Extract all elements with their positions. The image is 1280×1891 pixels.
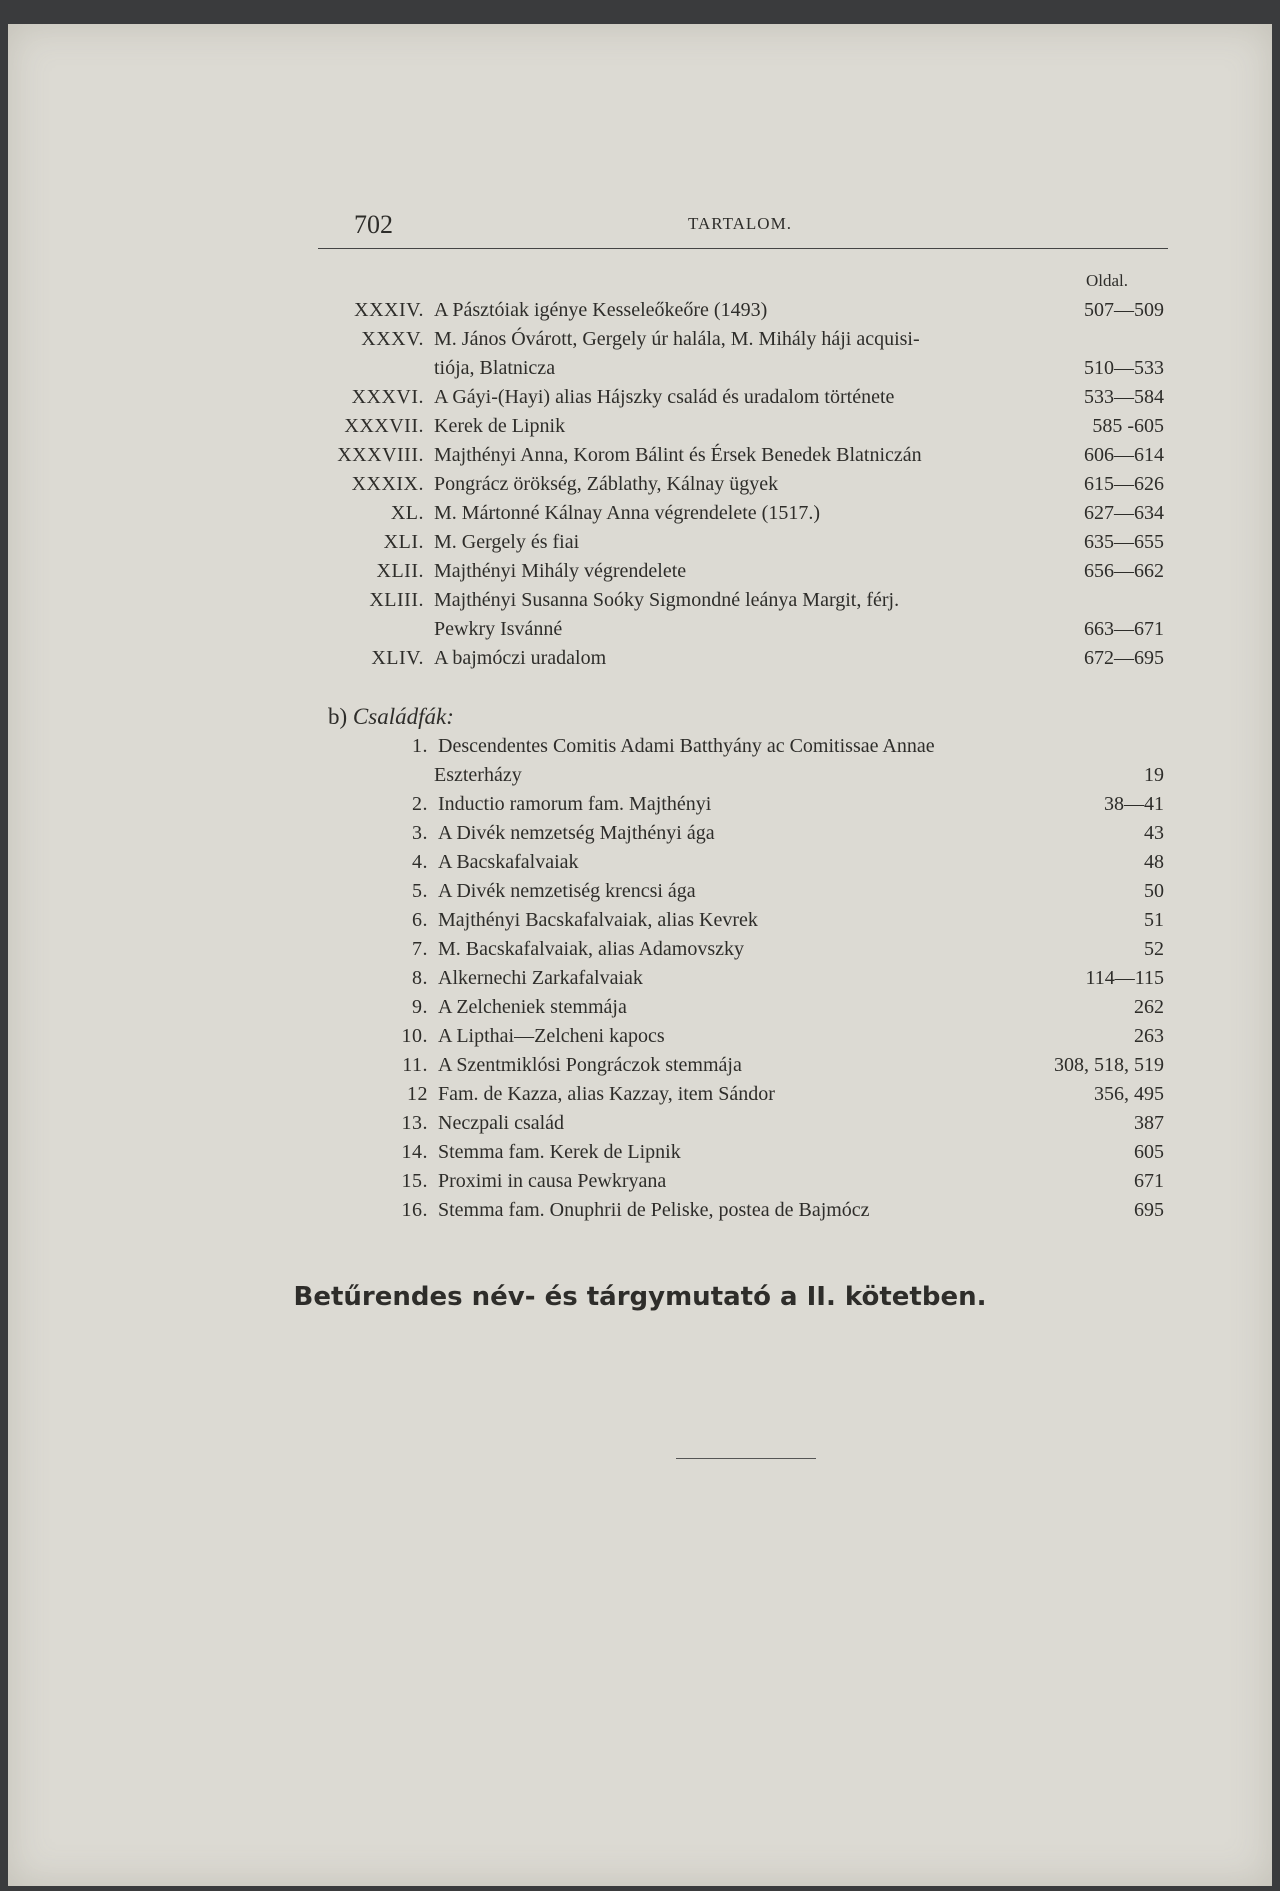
section-label: b) xyxy=(328,704,348,729)
entry-number: 3. xyxy=(412,822,428,844)
entry-pages: 585 -605 xyxy=(1092,415,1164,437)
entry-title-continued: tiója, Blatnicza xyxy=(434,357,556,379)
entry-title: Majthényi Bacskafalvaiak, alias Kevrek xyxy=(438,909,758,931)
family-tree-list xyxy=(318,732,1168,1225)
entry-number: XXXVII. xyxy=(344,415,424,437)
closing-rule xyxy=(676,1458,816,1459)
entry-number: XLIII. xyxy=(369,589,424,611)
entry-number: 8. xyxy=(412,967,428,989)
entry-title: Inductio ramorum fam. Majthényi xyxy=(438,793,712,815)
toc-list xyxy=(318,296,1168,673)
page-number: 702 xyxy=(354,210,393,239)
entry-title: Neczpali család xyxy=(438,1112,565,1134)
entry-number: 2. xyxy=(412,793,428,815)
entry-number: XL. xyxy=(390,502,424,524)
entry-title: Stemma fam. Onuphrii de Peliske, postea de Bajmócz xyxy=(438,1199,870,1221)
entry-number: XLIV. xyxy=(371,647,424,669)
section-title: Családfák: xyxy=(352,704,454,729)
toc-entry xyxy=(318,993,1168,1022)
entry-number: 11. xyxy=(402,1054,428,1076)
toc-entry xyxy=(318,499,1168,528)
entry-pages: 356, 495 xyxy=(1094,1083,1164,1105)
toc-entry-continuation xyxy=(318,761,1168,790)
entry-title: Majthényi Anna, Korom Bálint és Érsek Benedek Blatniczán xyxy=(434,444,922,466)
running-header xyxy=(318,192,1168,249)
section-heading xyxy=(328,704,454,730)
entry-number: XXXIX. xyxy=(351,473,424,495)
entry-title-continued: Eszterházy xyxy=(434,764,522,786)
entry-pages: 672—695 xyxy=(1084,647,1164,669)
entry-title: Descendentes Comitis Adami Batthyány ac Comitissae Annae xyxy=(438,735,935,757)
entry-number: XXXVIII. xyxy=(337,444,424,466)
entry-number: 5. xyxy=(412,880,428,902)
entry-pages: 52 xyxy=(1144,938,1164,960)
entry-number: 15. xyxy=(401,1170,428,1192)
entry-pages: 671 xyxy=(1134,1170,1164,1192)
index-heading: Betűrendes név- és tárgymutató a II. kötetben. xyxy=(293,1282,987,1312)
entry-pages: 606—614 xyxy=(1084,444,1164,466)
entry-number: 16. xyxy=(401,1199,428,1221)
entry-pages: 663—671 xyxy=(1084,618,1164,640)
entry-title: A Szentmiklósi Pongráczok stemmája xyxy=(438,1054,742,1076)
entry-pages: 656—662 xyxy=(1084,560,1164,582)
toc-entry xyxy=(318,1051,1168,1080)
toc-entry xyxy=(318,325,1168,354)
toc-entry xyxy=(318,383,1168,412)
entry-pages: 627—634 xyxy=(1084,502,1164,524)
entry-title: Kerek de Lipnik xyxy=(434,415,566,437)
entry-number: 1. xyxy=(412,735,428,757)
entry-title: A Divék nemzetiség krencsi ága xyxy=(438,880,696,902)
entry-title: A Pásztóiak igénye Kesseleőkeőre (1493) xyxy=(434,299,768,321)
entry-pages: 533—584 xyxy=(1084,386,1164,408)
toc-entry xyxy=(318,819,1168,848)
entry-number: XLII. xyxy=(376,560,424,582)
entry-pages: 43 xyxy=(1144,822,1164,844)
entry-title: M. Mártonné Kálnay Anna végrendelete (1517.) xyxy=(434,502,820,524)
toc-entry xyxy=(318,470,1168,499)
entry-number: XXXVI. xyxy=(351,386,424,408)
entry-title: Pongrácz örökség, Záblathy, Kálnay ügyek xyxy=(434,473,779,495)
entry-title: Majthényi Susanna Soóky Sigmondné leánya Margit, férj. xyxy=(434,589,900,611)
toc-entry xyxy=(318,1109,1168,1138)
toc-entry-continuation xyxy=(318,354,1168,383)
toc-entry xyxy=(318,877,1168,906)
toc-entry xyxy=(318,1022,1168,1051)
entry-number: XLI. xyxy=(383,531,424,553)
toc-entry xyxy=(318,441,1168,470)
entry-title: Alkernechi Zarkafalvaiak xyxy=(438,967,643,989)
toc-entry xyxy=(318,906,1168,935)
entry-number: 7. xyxy=(412,938,428,960)
entry-number: 10. xyxy=(401,1025,428,1047)
entry-title: Proximi in causa Pewkryana xyxy=(438,1170,667,1192)
toc-entry xyxy=(318,790,1168,819)
toc-entry xyxy=(318,732,1168,761)
entry-title: Stemma fam. Kerek de Lipnik xyxy=(438,1141,681,1163)
toc-entry xyxy=(318,935,1168,964)
entry-title: A Divék nemzetség Majthényi ága xyxy=(438,822,715,844)
entry-pages: 615—626 xyxy=(1084,473,1164,495)
running-title: TARTALOM. xyxy=(688,214,792,233)
entry-title: A Zelcheniek stemmája xyxy=(438,996,627,1018)
toc-entry xyxy=(318,1080,1168,1109)
entry-number: XXXIV. xyxy=(354,299,424,321)
entry-pages: 605 xyxy=(1134,1141,1164,1163)
entry-title-continued: Pewkry Isvánné xyxy=(434,618,563,640)
toc-entry xyxy=(318,1138,1168,1167)
entry-pages: 38—41 xyxy=(1104,793,1164,815)
toc-entry xyxy=(318,1167,1168,1196)
entry-number: 14. xyxy=(401,1141,428,1163)
page-column-header: Oldal. xyxy=(1086,271,1129,290)
entry-number: 9. xyxy=(412,996,428,1018)
entry-pages: 510—533 xyxy=(1084,357,1164,379)
entry-title: M. Bacskafalvaiak, alias Adamovszky xyxy=(438,938,745,960)
entry-number: 4. xyxy=(412,851,428,873)
document-page xyxy=(8,24,1272,1886)
toc-entry xyxy=(318,1196,1168,1225)
toc-entry xyxy=(318,557,1168,586)
entry-pages: 114—115 xyxy=(1085,967,1164,989)
entry-pages: 387 xyxy=(1134,1112,1164,1134)
entry-title: M. János Óvárott, Gergely úr halála, M. Mihály háji acquisi- xyxy=(434,328,920,350)
entry-title: A Lipthai—Zelcheni kapocs xyxy=(438,1025,665,1047)
entry-pages: 19 xyxy=(1144,764,1164,786)
entry-title: Majthényi Mihály végrendelete xyxy=(434,560,687,582)
toc-entry xyxy=(318,296,1168,325)
entry-pages: 263 xyxy=(1134,1025,1164,1047)
entry-pages: 50 xyxy=(1144,880,1164,902)
entry-pages: 308, 518, 519 xyxy=(1054,1054,1164,1076)
entry-title: A Gáyi-(Hayi) alias Hájszky család és uradalom története xyxy=(434,386,895,408)
entry-title: Fam. de Kazza, alias Kazzay, item Sándor xyxy=(438,1083,775,1105)
entry-pages: 51 xyxy=(1144,909,1164,931)
toc-entry xyxy=(318,644,1168,673)
toc-entry xyxy=(318,586,1168,615)
toc-entry xyxy=(318,964,1168,993)
toc-entry xyxy=(318,412,1168,441)
entry-title: A Bacskafalvaiak xyxy=(438,851,579,873)
entry-pages: 695 xyxy=(1134,1199,1164,1221)
entry-pages: 635—655 xyxy=(1084,531,1164,553)
entry-number: XXXV. xyxy=(361,328,424,350)
entry-title: A bajmóczi uradalom xyxy=(434,647,607,669)
entry-number: 13. xyxy=(401,1112,428,1134)
toc-entry xyxy=(318,528,1168,557)
entry-pages: 262 xyxy=(1134,996,1164,1018)
entry-number: 12 xyxy=(407,1083,428,1105)
toc-entry xyxy=(318,848,1168,877)
entry-title: M. Gergely és fiai xyxy=(434,531,580,553)
entry-pages: 507—509 xyxy=(1084,299,1164,321)
entry-number: 6. xyxy=(412,909,428,931)
toc-entry-continuation xyxy=(318,615,1168,644)
entry-pages: 48 xyxy=(1144,851,1164,873)
